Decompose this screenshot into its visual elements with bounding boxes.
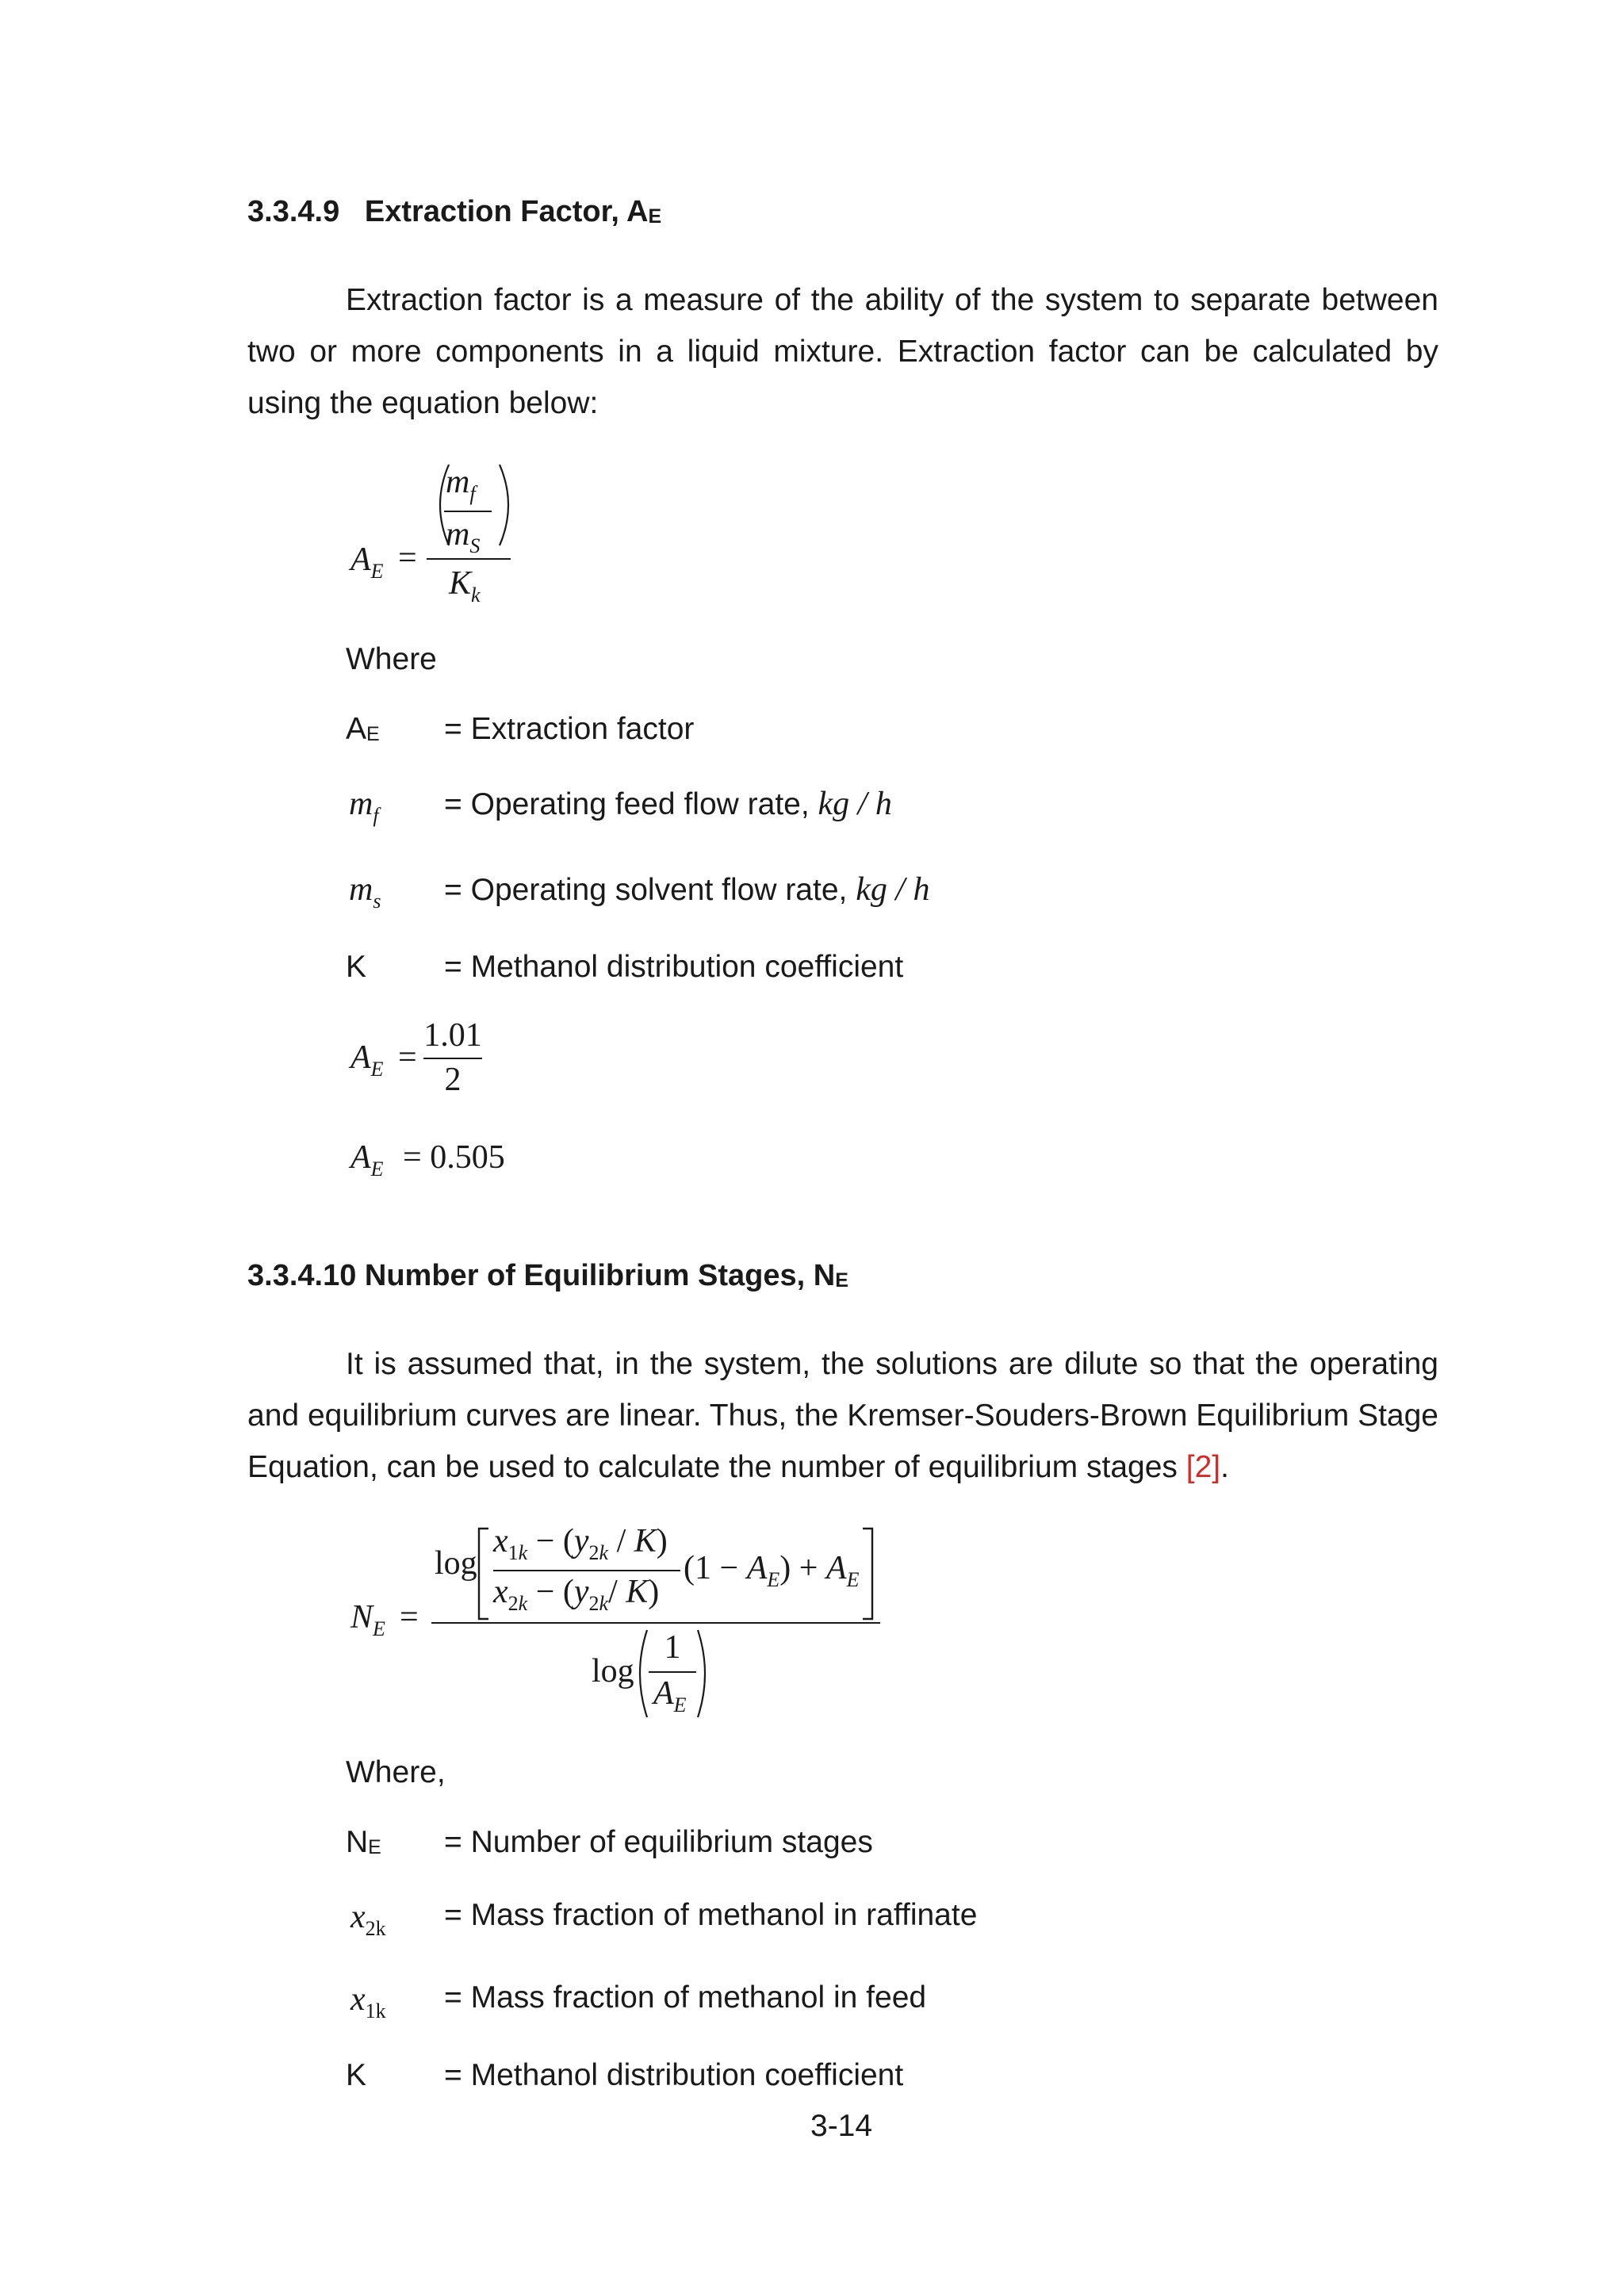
heading-subscript: E [648, 205, 662, 228]
paragraph-text: It is assumed that, in the system, the solutions are dilute so that the operating and equilibrium curves are linear. Thus, the Kremser-Souders-Brown Equilibrium Stage Equation, can be used to calculate the number of equilibrium stages [247, 1347, 1438, 1484]
result-value: = 0.505 [403, 1139, 505, 1176]
heading-subscript: E [835, 1269, 848, 1292]
page-number: 3-14 [810, 2109, 873, 2143]
heading-number: 3.3.4.9 [247, 195, 340, 228]
def-symbol-k-2: K [346, 2058, 367, 2092]
unit-kg-per-h: kg / h [856, 871, 930, 908]
def-desc-ae: = Extraction factor [444, 712, 695, 746]
def-symbol-mf: $m_f$ [349, 786, 379, 827]
def-symbol-x1k: $x_{1k}$ [350, 1981, 386, 2022]
def-symbol-x2k: $x_{2k}$ [350, 1899, 386, 1940]
def-desc-ms: = Operating solvent flow rate, kg / h [444, 871, 930, 908]
calc-denominator: 2 [444, 1062, 462, 1098]
unit-kg-per-h: kg / h [818, 786, 892, 822]
def-symbol-ms: $m_s$ [349, 871, 381, 913]
section-heading-3-3-4-9 [247, 195, 661, 229]
def-desc-ne: = Number of equilibrium stages [444, 1825, 873, 1859]
def-desc-k: = Methanol distribution coefficient [444, 950, 904, 984]
heading-text: Number of Equilibrium Stages, N [364, 1259, 836, 1292]
left-bracket [474, 1527, 490, 1621]
def-desc-x1k: = Mass fraction of methanol in feed [444, 1980, 927, 2015]
where-label: Where [346, 642, 437, 676]
section-heading-3-3-4-10 [247, 1259, 848, 1293]
calc-numerator: 1.01 [423, 1017, 482, 1054]
citation-link[interactable]: [2] [1185, 1450, 1221, 1484]
where-label-2: Where, [346, 1755, 446, 1789]
equation-result: $A_E = 0.505$ [350, 1139, 505, 1181]
def-desc-k-2: = Methanol distribution coefficient [444, 2058, 904, 2092]
paragraph-equilibrium-stages: It is assumed that, in the system, the solutions are dilute so that the operating and equilibrium curves are linear. Thus, the Kremser-Souders-Brown Equilibrium Stage Equation, can be used to calculate the number of equilibrium stages [2]. [247, 1347, 1438, 1484]
def-symbol-k: K [346, 950, 367, 984]
def-symbol-ne: $N_E$ [346, 1825, 381, 1859]
def-desc-mf: = Operating feed flow rate, kg / h [444, 786, 892, 822]
right-bracket [861, 1527, 877, 1621]
heading-number: 3.3.4.10 [247, 1259, 357, 1292]
def-symbol-ae: $A_E$ [346, 712, 380, 746]
def-desc-x2k: = Mass fraction of methanol in raffinate [444, 1898, 978, 1932]
paragraph-extraction-factor [247, 274, 1438, 429]
heading-text: Extraction Factor, A [364, 195, 649, 228]
paragraph-text: Extraction factor is a measure of the ability of the system to separate between two or more components in a liquid mixture. Extraction factor can be calculated by using the equation below: [247, 283, 1438, 420]
